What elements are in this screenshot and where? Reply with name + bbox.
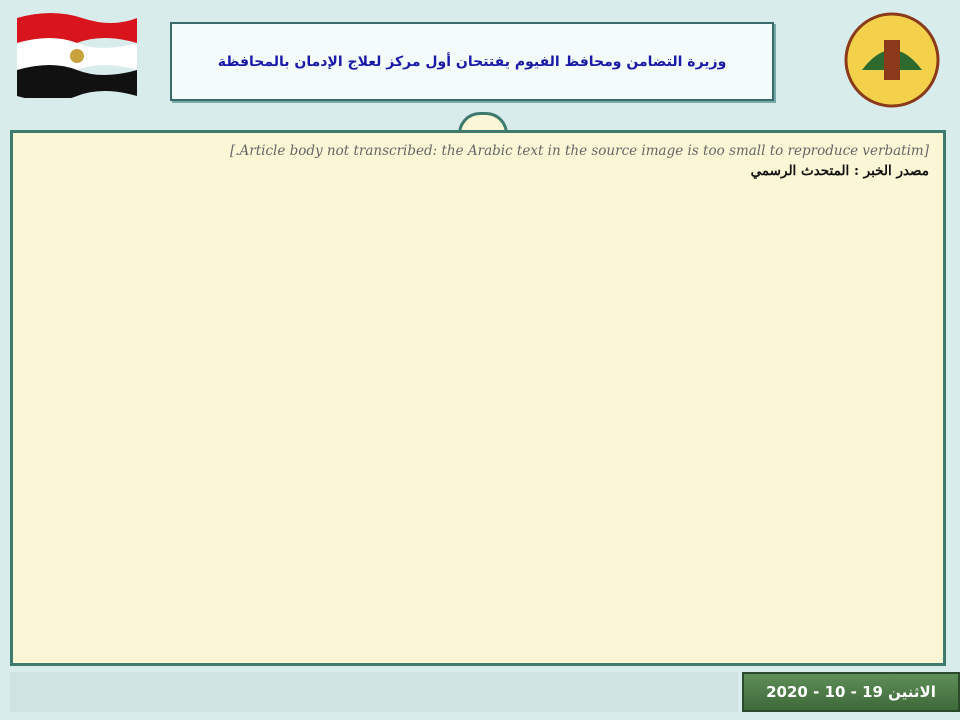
date-bar bbox=[742, 672, 960, 712]
headline-text: وزيرة التضامن ومحافظ الفيوم يفتتحان أول مركز لعلاج الإدمان بالمحافظة bbox=[217, 53, 727, 70]
egypt-flag-icon bbox=[12, 8, 142, 98]
headline-box bbox=[170, 22, 774, 101]
article-source: مصدر الخبر : المتحدث الرسمي bbox=[750, 163, 929, 179]
article-body-placeholder: [Article body not transcribed: the Arabic text in the source image is too small to reproduce verbatim.] bbox=[229, 143, 929, 159]
bottom-strip bbox=[10, 672, 738, 712]
governorate-logo bbox=[842, 10, 942, 110]
date-text: الاثنين 19 - 10 - 2020 bbox=[766, 683, 936, 701]
article-panel bbox=[10, 130, 946, 666]
